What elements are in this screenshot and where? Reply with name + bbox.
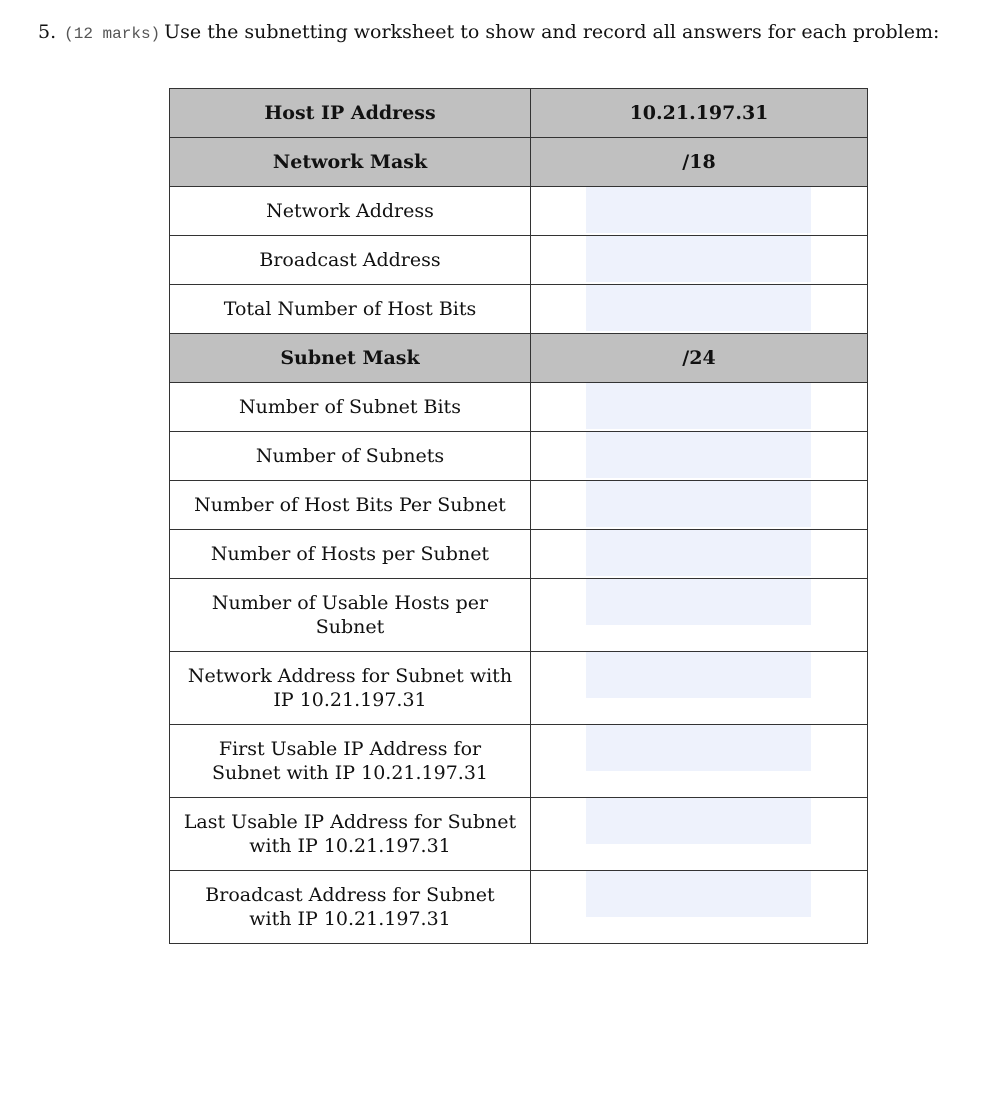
given-value: /18 (531, 138, 868, 187)
answer-field[interactable] (586, 798, 811, 844)
row-subnet-broadcast-address (170, 871, 868, 944)
given-value: 10.21.197.31 (531, 89, 868, 138)
answer-cell (531, 187, 868, 236)
row-network-mask (170, 138, 868, 187)
row-label: Number of Hosts per Subnet (170, 530, 531, 579)
answer-field[interactable] (586, 481, 811, 527)
question-number: 5. (38, 21, 57, 43)
row-label: Total Number of Host Bits (170, 285, 531, 334)
answer-cell (531, 530, 868, 579)
given-value: /24 (531, 334, 868, 383)
answer-cell (531, 285, 868, 334)
row-host-ip-address (170, 89, 868, 138)
row-broadcast-address (170, 236, 868, 285)
row-label: Last Usable IP Address for Subnet with IP 10.21.197.31 (170, 798, 531, 871)
answer-field[interactable] (586, 652, 811, 698)
row-last-usable-ip (170, 798, 868, 871)
row-label: Subnet Mask (170, 334, 531, 383)
answer-field[interactable] (586, 579, 811, 625)
row-number-of-subnets (170, 432, 868, 481)
row-subnet-bits (170, 383, 868, 432)
question-prompt (38, 20, 939, 46)
row-label: Network Mask (170, 138, 531, 187)
row-host-bits-per-subnet (170, 481, 868, 530)
answer-field[interactable] (586, 236, 811, 282)
row-subnet-network-address (170, 652, 868, 725)
answer-field[interactable] (586, 432, 811, 478)
question-text: Use the subnetting worksheet to show and record all answers for each problem: (164, 21, 940, 43)
answer-cell (531, 236, 868, 285)
row-label: Host IP Address (170, 89, 531, 138)
row-usable-hosts-per-subnet (170, 579, 868, 652)
answer-field[interactable] (586, 285, 811, 331)
row-label: Number of Subnet Bits (170, 383, 531, 432)
answer-cell (531, 652, 868, 725)
row-label: First Usable IP Address for Subnet with IP 10.21.197.31 (170, 725, 531, 798)
answer-cell (531, 383, 868, 432)
answer-field[interactable] (586, 871, 811, 917)
answer-cell (531, 871, 868, 944)
answer-cell (531, 725, 868, 798)
row-label: Number of Host Bits Per Subnet (170, 481, 531, 530)
row-label: Broadcast Address for Subnet with IP 10.21.197.31 (170, 871, 531, 944)
subnetting-worksheet (169, 88, 868, 944)
row-total-host-bits (170, 285, 868, 334)
answer-field[interactable] (586, 530, 811, 576)
row-label: Broadcast Address (170, 236, 531, 285)
answer-field[interactable] (586, 725, 811, 771)
row-first-usable-ip (170, 725, 868, 798)
answer-cell (531, 798, 868, 871)
row-label: Number of Subnets (170, 432, 531, 481)
row-network-address (170, 187, 868, 236)
row-label: Number of Usable Hosts per Subnet (170, 579, 531, 652)
row-label: Network Address for Subnet with IP 10.21.197.31 (170, 652, 531, 725)
answer-field[interactable] (586, 383, 811, 429)
answer-cell (531, 579, 868, 652)
row-label: Network Address (170, 187, 531, 236)
row-subnet-mask (170, 334, 868, 383)
question-marks: (12 marks) (64, 25, 161, 43)
answer-field[interactable] (586, 187, 811, 233)
answer-cell (531, 481, 868, 530)
answer-cell (531, 432, 868, 481)
row-hosts-per-subnet (170, 530, 868, 579)
